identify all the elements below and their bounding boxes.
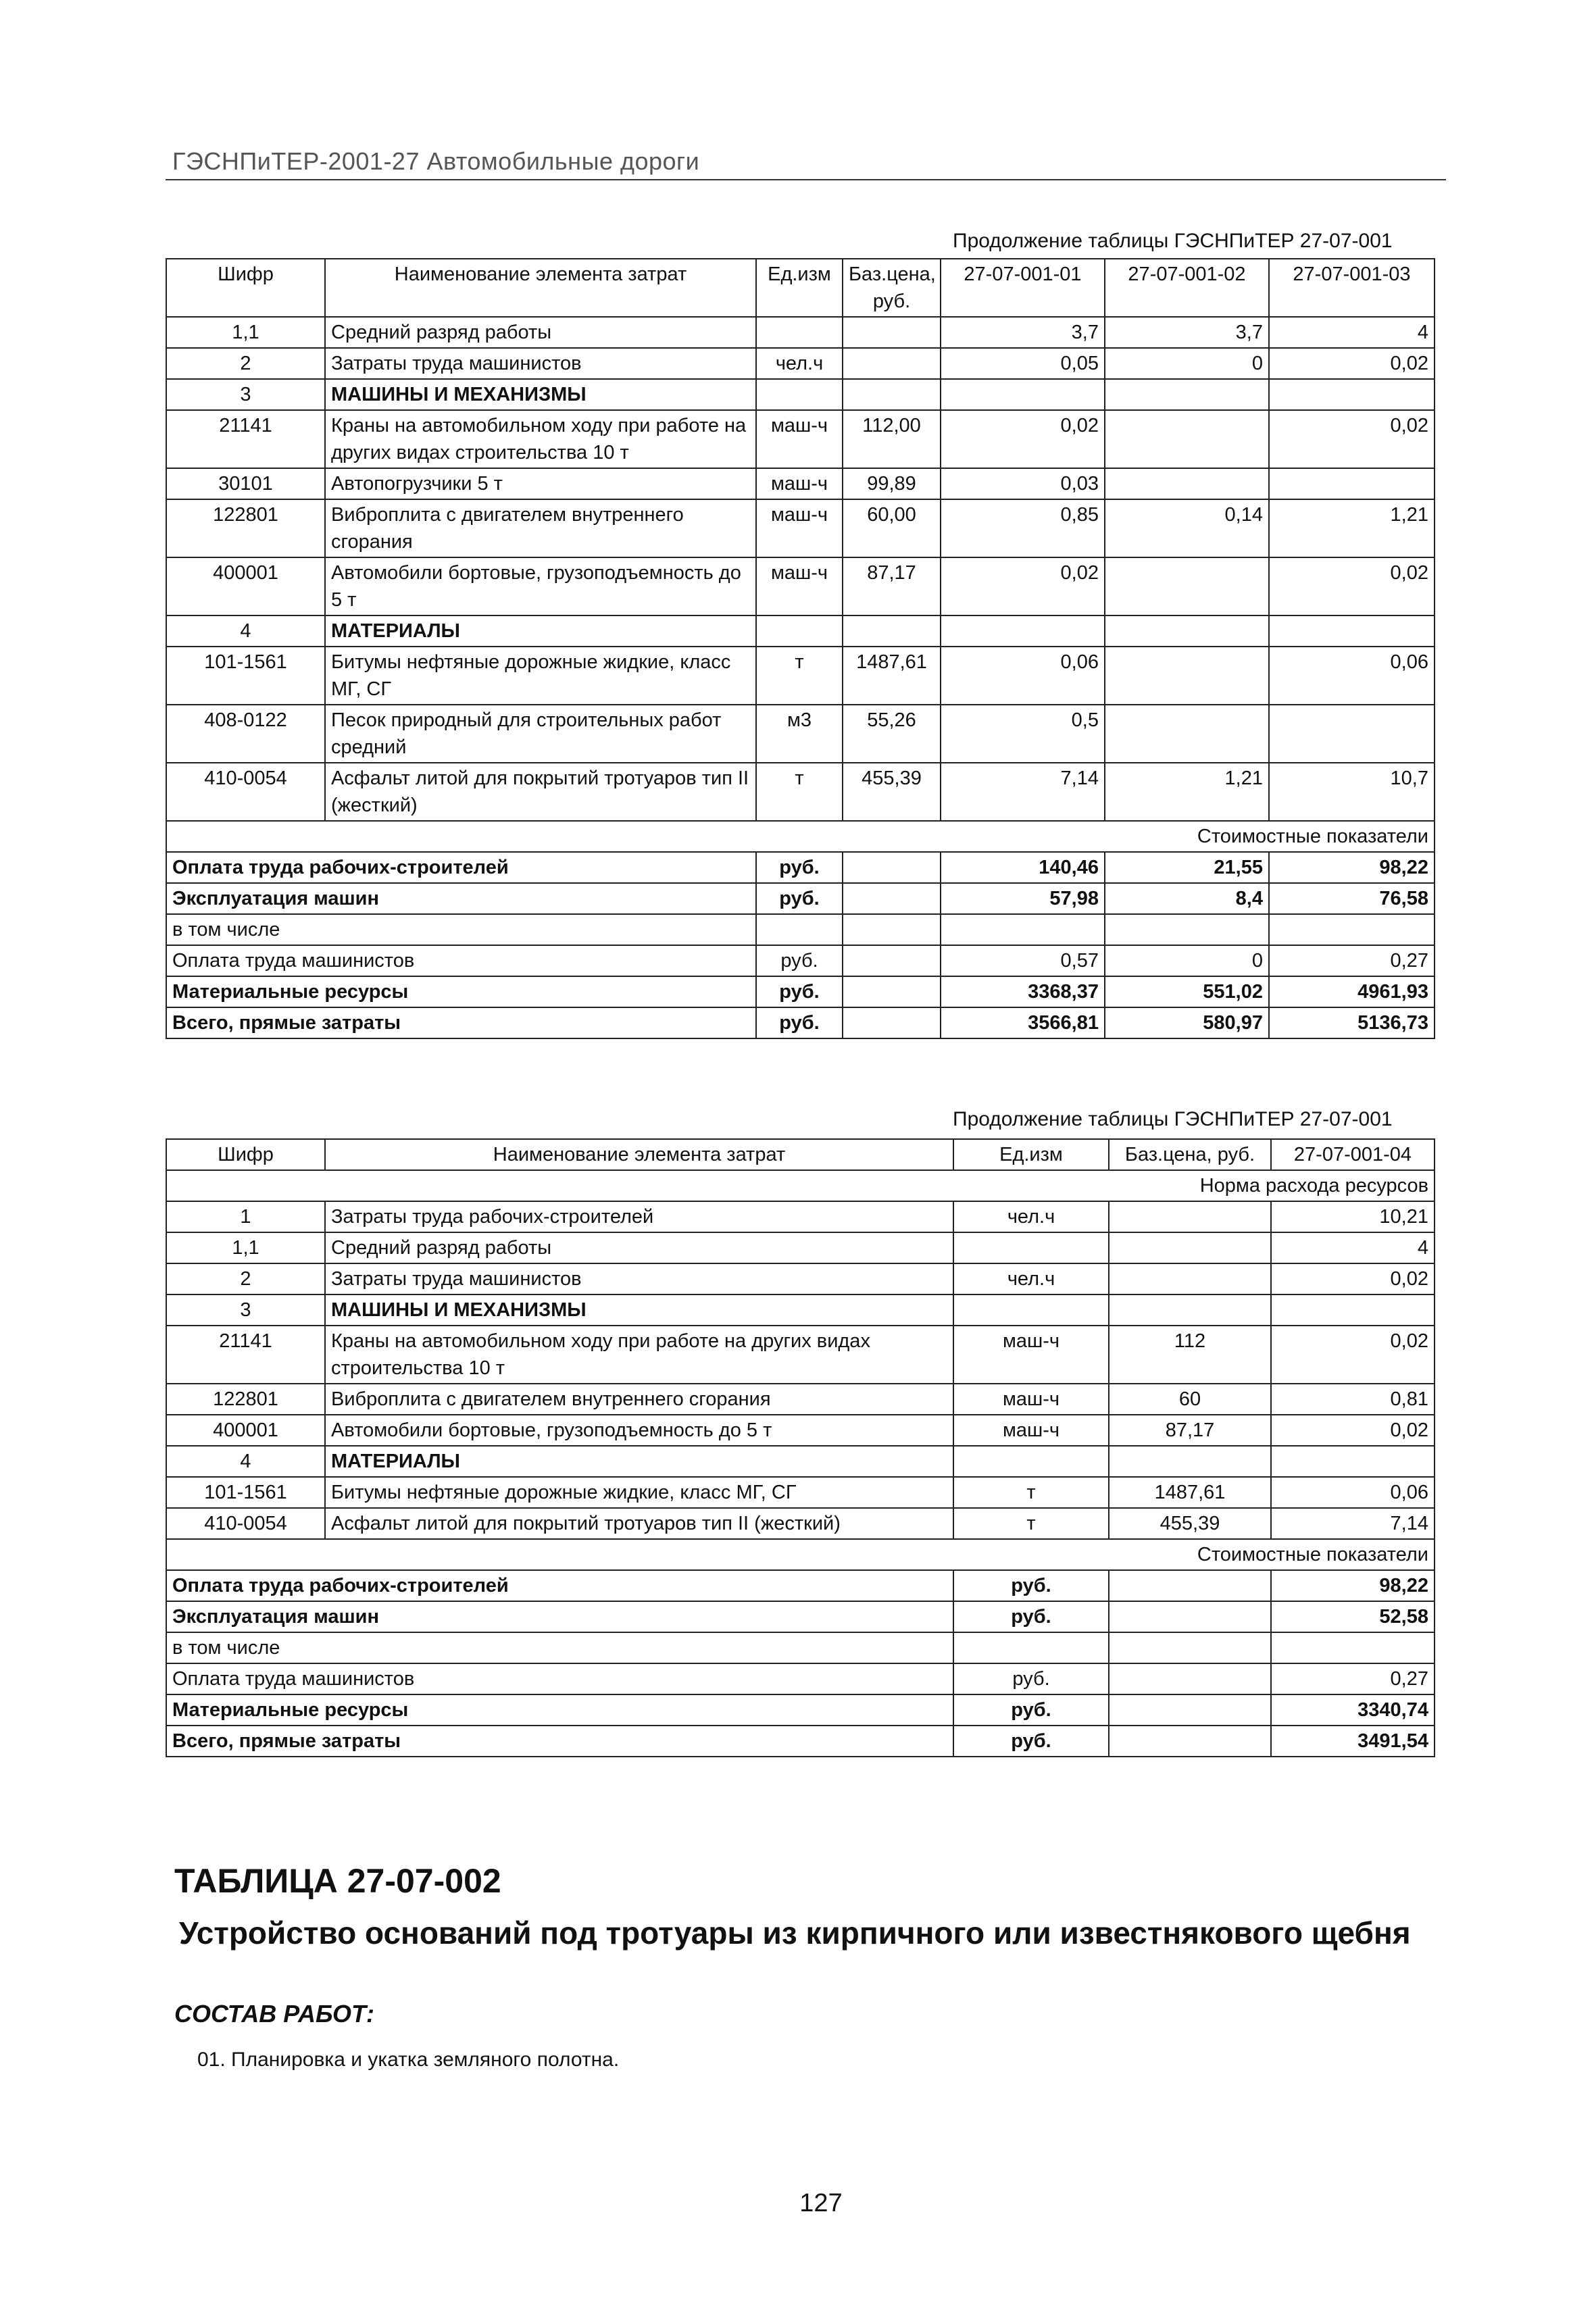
cost-value: 580,97 [1105,1007,1269,1038]
cost-value: 551,02 [1105,976,1269,1007]
table-row [166,1446,1435,1477]
cost-unit: руб. [756,945,843,976]
cost-name: Оплата труда рабочих-строителей [166,852,756,883]
code-cell: 101-1561 [166,1477,325,1508]
base-price-cell [1109,1446,1271,1477]
name-cell: Автомобили бортовые, грузоподъемность до 5 т [325,1415,953,1446]
value-cell: 0,81 [1271,1384,1435,1415]
code-cell: 30101 [166,468,325,499]
unit-cell: чел.ч [953,1263,1109,1294]
cost-value [1271,1632,1435,1663]
cost-blank [843,976,941,1007]
value-cell [1271,1446,1435,1477]
code-cell: 1,1 [166,317,325,348]
base-price-cell [1109,1201,1271,1232]
code-cell: 400001 [166,557,325,615]
code-cell: 4 [166,1446,325,1477]
cost-blank [1109,1632,1271,1663]
cost-value [1105,914,1269,945]
base-price-cell: 55,26 [843,705,941,763]
cost-value: 21,55 [1105,852,1269,883]
cost-value: 76,58 [1269,883,1435,914]
cost-row [166,1007,1435,1038]
norm-header-row [166,1170,1435,1201]
table-row [166,499,1435,557]
cost-value: 3491,54 [1271,1726,1435,1757]
cost-row [166,1632,1435,1663]
value-cell [1105,705,1269,763]
cost-value: 57,98 [941,883,1105,914]
base-price-cell: 87,17 [1109,1415,1271,1446]
value-cell: 0,14 [1105,499,1269,557]
name-cell: Песок природный для строительных работ средний [325,705,756,763]
cost-blank [843,1007,941,1038]
name-cell: Виброплита с двигателем внутреннего сгорания [325,499,756,557]
value-cell: 3,7 [941,317,1105,348]
value-cell: 0,02 [941,410,1105,468]
table-row [166,1415,1435,1446]
table-row [166,1232,1435,1263]
name-cell: Затраты труда рабочих-строителей [325,1201,953,1232]
cost-row [166,945,1435,976]
header-rule [166,179,1446,180]
table-row [166,557,1435,615]
value-cell [1105,557,1269,615]
unit-cell: маш-ч [953,1384,1109,1415]
name-cell: Асфальт литой для покрытий тротуаров тип II (жесткий) [325,763,756,821]
name-cell: Краны на автомобильном ходу при работе на других видах строительства 10 т [325,410,756,468]
value-cell: 0,02 [1269,348,1435,379]
base-price-cell [1109,1263,1271,1294]
column-header: Наименование элемента затрат [325,259,756,317]
value-cell: 7,14 [941,763,1105,821]
cost-blank [1109,1726,1271,1757]
cost-name: Материальные ресурсы [166,1694,953,1726]
cost-row [166,1570,1435,1601]
table-row [166,705,1435,763]
code-cell: 21141 [166,410,325,468]
value-cell: 7,14 [1271,1508,1435,1539]
name-cell: Средний разряд работы [325,317,756,348]
code-cell: 3 [166,379,325,410]
unit-cell [953,1446,1109,1477]
table-row [166,1294,1435,1326]
code-cell: 4 [166,615,325,647]
value-cell: 0,02 [1271,1415,1435,1446]
value-cell [1105,379,1269,410]
table-row [166,763,1435,821]
value-cell: 0,06 [1271,1477,1435,1508]
base-price-cell: 60,00 [843,499,941,557]
base-price-cell [1109,1232,1271,1263]
cost-row [166,1601,1435,1632]
code-cell: 2 [166,1263,325,1294]
column-header: Шифр [166,1139,325,1170]
column-header: 27-07-001-01 [941,259,1105,317]
table1-continuation: Продолжение таблицы ГЭСНПиТЕР 27-07-001 [953,230,1393,252]
composition-item: 01. Планировка и укатка земляного полотна. [197,2048,620,2071]
cost-unit: руб. [756,883,843,914]
name-cell: Битумы нефтяные дорожные жидкие, класс МГ, СГ [325,647,756,705]
cost-value: 98,22 [1271,1570,1435,1601]
table2-continuation: Продолжение таблицы ГЭСНПиТЕР 27-07-001 [953,1108,1393,1130]
base-price-cell [1109,1294,1271,1326]
cost-value: 8,4 [1105,883,1269,914]
value-cell [1269,705,1435,763]
code-cell: 400001 [166,1415,325,1446]
value-cell [1269,379,1435,410]
cost-unit: руб. [756,1007,843,1038]
cost-value: 0,57 [941,945,1105,976]
column-header: Наименование элемента затрат [325,1139,953,1170]
cost-header: Стоимостные показатели [166,821,1435,852]
code-cell: 410-0054 [166,1508,325,1539]
cost-blank [843,852,941,883]
cost-value: 3340,74 [1271,1694,1435,1726]
unit-cell: маш-ч [756,557,843,615]
table-row [166,468,1435,499]
unit-cell: т [756,647,843,705]
code-cell: 408-0122 [166,705,325,763]
value-cell: 1,21 [1269,499,1435,557]
cost-unit [756,914,843,945]
code-cell: 21141 [166,1326,325,1384]
base-price-cell: 1487,61 [1109,1477,1271,1508]
name-cell: МАШИНЫ И МЕХАНИЗМЫ [325,379,756,410]
table-row [166,1477,1435,1508]
code-cell: 2 [166,348,325,379]
name-cell: Виброплита с двигателем внутреннего сгорания [325,1384,953,1415]
unit-cell: маш-ч [756,410,843,468]
name-cell: Битумы нефтяные дорожные жидкие, класс МГ, СГ [325,1477,953,1508]
cost-name: Эксплуатация машин [166,883,756,914]
column-header: 27-07-001-04 [1271,1139,1435,1170]
base-price-cell: 455,39 [843,763,941,821]
cost-row [166,1663,1435,1694]
unit-cell: чел.ч [953,1201,1109,1232]
cost-name: Оплата труда рабочих-строителей [166,1570,953,1601]
unit-cell [756,379,843,410]
cost-blank [1109,1694,1271,1726]
value-cell [1105,468,1269,499]
cost-value: 52,58 [1271,1601,1435,1632]
cost-unit: руб. [953,1601,1109,1632]
value-cell: 0,02 [1269,557,1435,615]
cost-blank [1109,1570,1271,1601]
base-price-cell [843,615,941,647]
base-price-cell: 112,00 [843,410,941,468]
cost-unit [953,1632,1109,1663]
cost-unit: руб. [953,1694,1109,1726]
cost-row [166,1694,1435,1726]
name-cell: МАТЕРИАЛЫ [325,1446,953,1477]
table-row [166,1326,1435,1384]
cost-name: Оплата труда машинистов [166,1663,953,1694]
value-cell: 0,06 [1269,647,1435,705]
name-cell: Затраты труда машинистов [325,1263,953,1294]
name-cell: Затраты труда машинистов [325,348,756,379]
value-cell [1105,410,1269,468]
base-price-cell: 60 [1109,1384,1271,1415]
base-price-cell: 112 [1109,1326,1271,1384]
resource-table-1 [166,258,1435,1039]
table-row [166,348,1435,379]
cost-unit: руб. [953,1663,1109,1694]
table-header-row [166,259,1435,317]
code-cell: 1,1 [166,1232,325,1263]
unit-cell: маш-ч [953,1415,1109,1446]
cost-row [166,852,1435,883]
unit-cell [756,615,843,647]
base-price-cell: 87,17 [843,557,941,615]
cost-blank [843,883,941,914]
cost-header-row [166,1539,1435,1570]
table-row [166,379,1435,410]
cost-value: 3368,37 [941,976,1105,1007]
section-subtitle: Устройство оснований под тротуары из кирпичного или известнякового щебня [179,1915,1411,1951]
base-price-cell [843,379,941,410]
table-row [166,615,1435,647]
code-cell: 3 [166,1294,325,1326]
value-cell: 0 [1105,348,1269,379]
value-cell: 0,02 [941,557,1105,615]
code-cell: 122801 [166,1384,325,1415]
column-header: Баз.цена, руб. [843,259,941,317]
cost-blank [843,914,941,945]
cost-value: 98,22 [1269,852,1435,883]
cost-row [166,976,1435,1007]
value-cell: 0,5 [941,705,1105,763]
base-price-cell: 455,39 [1109,1508,1271,1539]
cost-value: 0 [1105,945,1269,976]
value-cell: 0,02 [1269,410,1435,468]
value-cell [1105,615,1269,647]
column-header: Шифр [166,259,325,317]
value-cell: 10,21 [1271,1201,1435,1232]
column-header: Ед.изм [953,1139,1109,1170]
base-price-cell: 99,89 [843,468,941,499]
cost-name: Оплата труда машинистов [166,945,756,976]
page-number: 127 [799,2189,843,2217]
name-cell: Автомобили бортовые, грузоподъемность до 5 т [325,557,756,615]
value-cell: 0,02 [1271,1326,1435,1384]
unit-cell: т [756,763,843,821]
cost-unit: руб. [756,976,843,1007]
cost-value: 140,46 [941,852,1105,883]
cost-header: Стоимостные показатели [166,1539,1435,1570]
cost-value: 0,27 [1269,945,1435,976]
table-row [166,1201,1435,1232]
name-cell: Автопогрузчики 5 т [325,468,756,499]
value-cell: 4 [1269,317,1435,348]
unit-cell: т [953,1477,1109,1508]
section-title: ТАБЛИЦА 27-07-002 [174,1862,501,1900]
value-cell: 3,7 [1105,317,1269,348]
column-header: 27-07-001-03 [1269,259,1435,317]
column-header: Ед.изм [756,259,843,317]
column-header: 27-07-001-02 [1105,259,1269,317]
unit-cell [953,1232,1109,1263]
value-cell: 0,85 [941,499,1105,557]
name-cell: Средний разряд работы [325,1232,953,1263]
cost-blank [1109,1601,1271,1632]
base-price-cell [843,317,941,348]
cost-row [166,883,1435,914]
code-cell: 410-0054 [166,763,325,821]
cost-row [166,914,1435,945]
cost-value: 3566,81 [941,1007,1105,1038]
value-cell: 10,7 [1269,763,1435,821]
cost-unit: руб. [756,852,843,883]
name-cell: МАШИНЫ И МЕХАНИЗМЫ [325,1294,953,1326]
table-row [166,1263,1435,1294]
table-header-row [166,1139,1435,1170]
unit-cell: маш-ч [953,1326,1109,1384]
unit-cell: маш-ч [756,468,843,499]
name-cell: Асфальт литой для покрытий тротуаров тип II (жесткий) [325,1508,953,1539]
cost-unit: руб. [953,1726,1109,1757]
code-cell: 1 [166,1201,325,1232]
cost-name: в том числе [166,914,756,945]
value-cell [1105,647,1269,705]
value-cell [941,615,1105,647]
cost-name: Всего, прямые затраты [166,1007,756,1038]
cost-value [1269,914,1435,945]
cost-value: 0,27 [1271,1663,1435,1694]
value-cell [1269,468,1435,499]
cost-name: Всего, прямые затраты [166,1726,953,1757]
column-header: Баз.цена, руб. [1109,1139,1271,1170]
unit-cell [756,317,843,348]
table-row [166,410,1435,468]
cost-unit: руб. [953,1570,1109,1601]
table-row [166,1384,1435,1415]
cost-name: в том числе [166,1632,953,1663]
unit-cell [953,1294,1109,1326]
value-cell: 0,03 [941,468,1105,499]
value-cell: 4 [1271,1232,1435,1263]
cost-name: Эксплуатация машин [166,1601,953,1632]
running-header: ГЭСНПиТЕР-2001-27 Автомобильные дороги [172,147,700,175]
table-row [166,647,1435,705]
value-cell [1269,615,1435,647]
code-cell: 122801 [166,499,325,557]
table-row [166,317,1435,348]
value-cell [1271,1294,1435,1326]
unit-cell: маш-ч [756,499,843,557]
cost-name: Материальные ресурсы [166,976,756,1007]
value-cell: 1,21 [1105,763,1269,821]
unit-cell: т [953,1508,1109,1539]
code-cell: 101-1561 [166,647,325,705]
value-cell: 0,02 [1271,1263,1435,1294]
cost-value: 5136,73 [1269,1007,1435,1038]
cost-header-row [166,821,1435,852]
table-row [166,1508,1435,1539]
value-cell: 0,06 [941,647,1105,705]
base-price-cell [843,348,941,379]
unit-cell: чел.ч [756,348,843,379]
norm-header: Норма расхода ресурсов [166,1170,1435,1201]
name-cell: МАТЕРИАЛЫ [325,615,756,647]
cost-blank [1109,1663,1271,1694]
cost-value: 4961,93 [1269,976,1435,1007]
unit-cell: м3 [756,705,843,763]
name-cell: Краны на автомобильном ходу при работе на других видах строительства 10 т [325,1326,953,1384]
composition-label: СОСТАВ РАБОТ: [174,2000,374,2028]
cost-blank [843,945,941,976]
value-cell: 0,05 [941,348,1105,379]
value-cell [941,379,1105,410]
resource-table-2 [166,1138,1435,1757]
cost-value [941,914,1105,945]
base-price-cell: 1487,61 [843,647,941,705]
cost-row [166,1726,1435,1757]
